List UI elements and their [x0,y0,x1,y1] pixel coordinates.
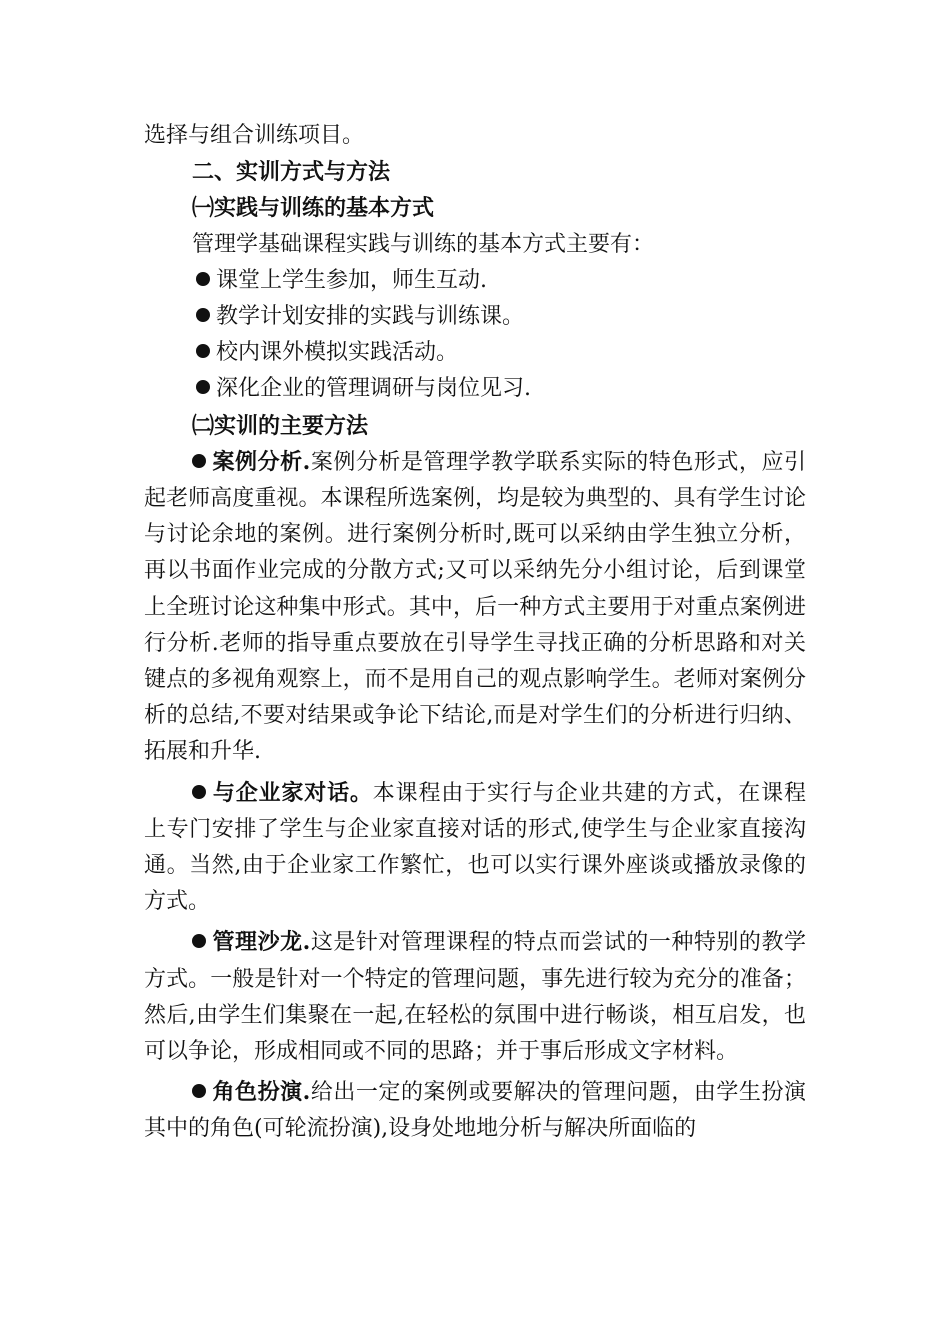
document-page [144,118,806,1148]
method-paragraph-management-salon [144,924,806,1070]
method-lead: 管理沙龙. [212,929,311,956]
method-paragraph-role-play [144,1074,806,1147]
subsection-intro: 管理学基础课程实践与训练的基本方式主要有： [192,231,655,257]
carry-over-line: 选择与组合训练项目。 [144,123,365,148]
bullet-dot-icon [192,785,206,799]
bullet-text: 教学计划安排的实践与训练课。 [216,304,525,330]
method-lead: 角色扮演. [212,1079,311,1106]
method-paragraph-case-analysis [144,444,806,771]
bullet-dot-icon [196,380,210,394]
bullet-dot-icon [192,454,206,468]
bullet-item [144,263,806,299]
method-text: 案例分析是管理学教学联系实际的特色形式，应引起老师高度重视。本课程所选案例，均是较为典型的、具有学生讨论与讨论余地的案例。进行案例分析时,既可以采纳由学生独立分析，再以书面作业完成的分散方式;又可以采纳先分小组讨论，后到课堂上全班讨论这种集中形式。其中，后一种方式主要用于对重点案例进行分析.老师的指导重点要放在引导学生寻找正确的分析思路和对关键点的多视角观察上，而不是用自己的观点影响学生。老师对案例分析的总结,不要对结果或争论下结论,而是对学生们的分析进行归纳、拓展和升华. [144,449,806,765]
subsection-title-2: ㈡实训的主要方法 [192,412,369,439]
bullet-dot-icon [196,344,210,358]
method-lead: 案例分析. [212,448,311,475]
section-title: 二、实训方式与方法 [192,159,391,186]
bullet-text: 深化企业的管理调研与岗位见习. [216,376,531,402]
bullet-dot-icon [196,308,210,322]
method-text: 给出一定的案例或要解决的管理问题，由学生扮演其中的角色(可轮流扮演),设身处地地分析与解决所面临的 [144,1080,806,1142]
method-text: 本课程由于实行与企业共建的方式，在课程上专门安排了学生与企业家直接对话的形式,使学生与企业家直接沟通。当然,由于企业家工作繁忙，也可以实行课外座谈或播放录像的方式。 [144,780,806,915]
subsection-title-1: ㈠实践与训练的基本方式 [192,195,435,222]
bullet-item [144,335,806,371]
bullet-text: 课堂上学生参加，师生互动. [216,267,487,293]
method-text: 这是针对管理课程的特点而尝试的一种特别的教学方式。一般是针对一个特定的管理问题，事先进行较为充分的准备；然后,由学生们集聚在一起,在轻松的氛围中进行畅谈，相互启发，也可以争论，形成相同或不同的思路；并于事后形成文字材料。 [144,930,806,1065]
bullet-dot-icon [192,934,206,948]
bullet-dot-icon [192,1084,206,1098]
method-lead: 与企业家对话。 [212,779,373,806]
bullet-dot-icon [196,272,210,286]
bullet-item [144,371,806,407]
bullet-item [144,299,806,335]
bullet-text: 校内课外模拟实践活动。 [216,340,459,366]
method-paragraph-entrepreneur-dialogue [144,775,806,921]
